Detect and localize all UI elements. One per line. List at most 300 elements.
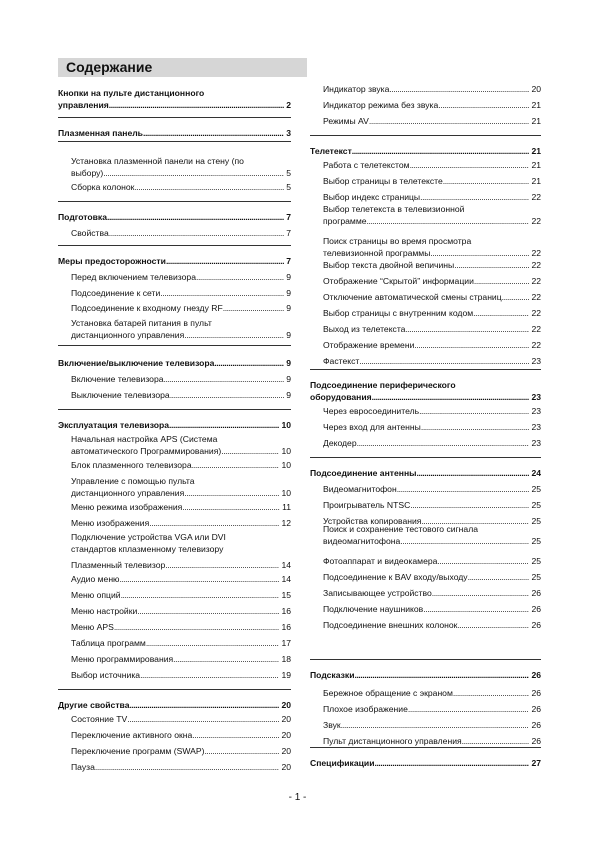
dot-leader: [184, 487, 279, 499]
toc-entry: [58, 227, 291, 239]
toc-entry: [310, 307, 541, 319]
toc-entry: [310, 437, 541, 449]
dot-leader: [432, 587, 530, 599]
toc-entry-label: дистанционного управления: [71, 488, 185, 498]
dot-leader: [420, 191, 529, 203]
toc-entry-label: Плазменная панель: [58, 128, 143, 138]
dot-leader: [173, 653, 279, 665]
dot-leader: [438, 99, 529, 111]
dot-leader: [457, 619, 529, 631]
toc-section: [310, 757, 541, 769]
toc-section: [310, 669, 541, 681]
toc-entry: [310, 619, 541, 631]
toc-entry-label: Включение/выключение телевизора: [58, 358, 215, 368]
dot-leader: [354, 669, 529, 681]
toc-entry-row: [323, 247, 541, 259]
toc-entry-row: [71, 573, 291, 585]
toc-entry-label: выбору): [71, 168, 104, 178]
toc-page-number: 23: [531, 438, 541, 448]
toc-entry: [58, 637, 291, 649]
dot-leader: [221, 445, 279, 457]
toc-page-number: 25: [531, 484, 541, 494]
toc-entry-row: [323, 355, 541, 367]
dot-leader: [453, 687, 530, 699]
toc-entry-row: [71, 389, 291, 401]
section-divider: [58, 345, 291, 346]
dot-leader: [140, 669, 279, 681]
toc-entry-label: Подсоединение к сети: [71, 288, 161, 298]
toc-entry: [310, 191, 541, 203]
toc-entry-row: [71, 181, 291, 193]
toc-page-number: 23: [531, 356, 541, 366]
toc-entry-label: Меню изображения: [71, 518, 150, 528]
toc-entry-label: программе: [323, 216, 367, 226]
dot-leader: [166, 255, 284, 267]
toc-section: [58, 87, 291, 111]
toc-page-number: 10: [281, 446, 291, 456]
dot-leader: [134, 181, 284, 193]
toc-section: [58, 419, 291, 431]
toc-page-number: 25: [531, 536, 541, 546]
toc-entry-row: [323, 619, 541, 631]
toc-page-number: 10: [281, 488, 291, 498]
toc-page-number: 26: [531, 588, 541, 598]
toc-entry: [310, 235, 541, 259]
dot-leader: [374, 757, 529, 769]
toc-entry: [58, 621, 291, 633]
dot-leader: [389, 83, 529, 95]
dot-leader: [400, 535, 529, 547]
section-divider: [310, 659, 541, 660]
toc-entry-label: Отображение “Скрытой” информации: [323, 276, 474, 286]
toc-entry-label: Режимы AV: [323, 116, 369, 126]
toc-page-number: 22: [531, 324, 541, 334]
toc-page-number: 22: [531, 308, 541, 318]
toc-entry: [58, 713, 291, 725]
toc-entry-row: [71, 637, 291, 649]
toc-entry-label: Звук: [323, 720, 341, 730]
toc-page-number: 26: [531, 720, 541, 730]
toc-page-number: 9: [286, 330, 291, 340]
toc-entry-label: Подсоединение к входному гнезду RF: [71, 303, 223, 313]
dot-leader: [149, 517, 279, 529]
dot-leader: [352, 145, 530, 157]
toc-page-number: 12: [281, 518, 291, 528]
toc-entry-row: [71, 745, 291, 757]
dot-leader: [103, 167, 284, 179]
toc-page-number: 9: [286, 272, 291, 282]
dot-leader: [430, 247, 529, 259]
toc-entry: [58, 761, 291, 773]
toc-entry-row: [323, 687, 541, 699]
toc-entry-title-line: Начальная настройка APS (Система: [71, 434, 218, 444]
toc-entry-row: [310, 391, 541, 403]
toc-entry: [310, 175, 541, 187]
toc-entry-row: [71, 227, 291, 239]
toc-page-number: 20: [281, 700, 291, 710]
toc-entry-label: Переключение активного окна: [71, 730, 193, 740]
toc-entry-row: [323, 191, 541, 203]
toc-page-number: 10: [281, 460, 291, 470]
toc-entry: [58, 475, 291, 499]
section-divider: [58, 245, 291, 246]
toc-entry-row: [310, 757, 541, 769]
toc-entry: [310, 571, 541, 583]
toc-entry-label: Включение телевизора: [71, 374, 164, 384]
toc-entry-row: [71, 761, 291, 773]
toc-entry-label: Проигрыватель NTSC: [323, 500, 411, 510]
toc-entry-label: дистанционного управления: [71, 330, 185, 340]
dot-leader: [109, 227, 284, 239]
toc-entry-title-line: Установка батарей питания в пульт: [71, 318, 212, 328]
toc-entry-row: [58, 99, 291, 111]
dot-leader: [182, 501, 280, 513]
toc-entry-row: [323, 159, 541, 171]
dot-leader: [474, 275, 530, 287]
toc-page-number: 7: [286, 212, 291, 222]
toc-section: [58, 211, 291, 223]
toc-entry-label: Отображение времени: [323, 340, 415, 350]
dot-leader: [127, 713, 279, 725]
toc-page-number: 14: [281, 574, 291, 584]
page-title: Содержание: [66, 59, 153, 75]
dot-leader: [462, 735, 530, 747]
toc-section: [310, 379, 541, 403]
dot-leader: [369, 115, 530, 127]
toc-entry-row: [71, 517, 291, 529]
toc-entry-row: [71, 589, 291, 601]
toc-entry-row: [71, 329, 291, 341]
toc-page-number: 22: [531, 216, 541, 226]
toc-entry-label: Выбор текста двойной вепичины: [323, 260, 455, 270]
dot-leader: [417, 467, 530, 479]
toc-entry-row: [71, 445, 291, 457]
toc-entry: [58, 389, 291, 401]
dot-leader: [421, 421, 530, 433]
toc-entry: [58, 433, 291, 457]
toc-entry-label: Меню режима изображения: [71, 502, 183, 512]
toc-page-number: 22: [531, 292, 541, 302]
toc-entry-label: Индикатор звука: [323, 84, 390, 94]
section-divider: [310, 369, 541, 370]
toc-entry-title-line: Поиск страницы во время просмотра: [323, 236, 472, 246]
dot-leader: [357, 437, 530, 449]
toc-entry-row: [71, 302, 291, 314]
toc-entry: [310, 719, 541, 731]
toc-page-number: 21: [531, 116, 541, 126]
dot-leader: [468, 571, 530, 583]
toc-entry-label: автоматического Программирования): [71, 446, 222, 456]
toc-page-number: 22: [531, 192, 541, 202]
toc-entry: [310, 259, 541, 271]
toc-entry-label: Блок плазменного телевизора: [71, 460, 192, 470]
toc-entry-label: Меню опций: [71, 590, 121, 600]
dot-leader: [169, 419, 279, 431]
toc-entry-row: [71, 543, 291, 555]
toc-entry: [58, 517, 291, 529]
toc-entry-label: Декодер: [323, 438, 357, 448]
toc-entry-title-line: Поиск и сохранение тестового сигнала: [323, 524, 479, 534]
toc-entry-label: Подготовка: [58, 212, 107, 222]
toc-page-number: 20: [281, 714, 291, 724]
section-divider: [310, 747, 541, 748]
toc-entry: [58, 573, 291, 585]
toc-entry-label: Аудио меню: [71, 574, 120, 584]
toc-entry-row: [323, 307, 541, 319]
dot-leader: [473, 307, 529, 319]
toc-page-number: 5: [286, 168, 291, 178]
toc-entry-row: [58, 699, 291, 711]
toc-entry-label: Через евросоединитель: [323, 406, 420, 416]
toc-page-number: 23: [531, 406, 541, 416]
dot-leader: [164, 373, 285, 385]
toc-page-number: 23: [531, 422, 541, 432]
toc-entry-row: [71, 621, 291, 633]
toc-entry-row: [310, 467, 541, 479]
toc-entry-label: Эксплуатация телевизора: [58, 420, 170, 430]
toc-entry-row: [323, 535, 541, 547]
toc-entry: [58, 653, 291, 665]
dot-leader: [170, 389, 285, 401]
toc-entry-label: Спецификации: [310, 758, 375, 768]
toc-page-number: 16: [281, 622, 291, 632]
toc-entry: [310, 499, 541, 511]
dot-leader: [414, 339, 529, 351]
dot-leader: [95, 761, 280, 773]
toc-page-number: 9: [286, 358, 291, 368]
toc-entry-label: Подсказки: [310, 670, 355, 680]
dot-leader: [408, 703, 530, 715]
dot-leader: [165, 559, 279, 571]
toc-page-number: 25: [531, 516, 541, 526]
dot-leader: [437, 555, 529, 567]
toc-entry: [310, 523, 541, 547]
toc-entry-row: [323, 571, 541, 583]
toc-entry-row: [71, 167, 291, 179]
toc-entry: [58, 501, 291, 513]
toc-entry-title-line: Подключение устройства VGA или DVI: [71, 532, 226, 542]
toc-entry-title-line: Подсоединение периферического: [310, 380, 456, 390]
dot-leader: [143, 127, 284, 139]
toc-entry: [58, 605, 291, 617]
dot-leader: [109, 99, 284, 111]
toc-section: [310, 145, 541, 157]
section-divider: [58, 409, 291, 410]
toc-entry-title-line: Управление с помощью пульта: [71, 476, 195, 486]
toc-entry-label: Устройства копирования: [323, 516, 422, 526]
toc-page-number: 20: [281, 730, 291, 740]
toc-entry: [58, 589, 291, 601]
toc-entry: [58, 745, 291, 757]
toc-page-number: 26: [531, 670, 541, 680]
toc-entry-label: Работа с телетекстом: [323, 160, 410, 170]
toc-entry-label: Плазменный телевизор: [71, 560, 166, 570]
toc-entry: [310, 203, 541, 227]
toc-entry-label: Меню настройки: [71, 606, 138, 616]
toc-entry: [58, 181, 291, 193]
toc-page-number: 19: [281, 670, 291, 680]
toc-entry-label: Пауза: [71, 762, 95, 772]
toc-entry: [310, 83, 541, 95]
toc-page-number: 25: [531, 572, 541, 582]
toc-entry: [310, 687, 541, 699]
toc-entry: [310, 323, 541, 335]
dot-leader: [204, 745, 279, 757]
toc-entry-row: [323, 99, 541, 111]
toc-entry-row: [58, 419, 291, 431]
toc-entry-row: [71, 669, 291, 681]
toc-section: [58, 357, 291, 369]
toc-entry-label: Плохое изображение: [323, 704, 408, 714]
toc-page-number: 5: [286, 182, 291, 192]
dot-leader: [192, 729, 279, 741]
dot-leader: [192, 459, 280, 471]
toc-entry: [310, 735, 541, 747]
toc-entry: [58, 669, 291, 681]
dot-leader: [121, 589, 280, 601]
toc-entry-label: Выбор страницы с внутренним кодом: [323, 308, 474, 318]
toc-page-number: 15: [281, 590, 291, 600]
toc-page-number: 22: [531, 276, 541, 286]
dot-leader: [137, 605, 279, 617]
toc-entry: [58, 287, 291, 299]
toc-page-number: 2: [286, 100, 291, 110]
toc-entry-row: [310, 669, 541, 681]
dot-leader: [397, 483, 530, 495]
toc-page-number: 20: [281, 762, 291, 772]
toc-page-number: 26: [531, 604, 541, 614]
section-divider: [58, 201, 291, 202]
toc-entry-label: Подсоединение антенны: [310, 468, 417, 478]
dot-leader: [214, 357, 284, 369]
toc-page-number: 22: [531, 260, 541, 270]
toc-entry-label: Подключение наушников: [323, 604, 424, 614]
toc-entry-row: [58, 211, 291, 223]
toc-entry-row: [323, 291, 541, 303]
toc-page-number: 22: [531, 340, 541, 350]
toc-entry: [310, 421, 541, 433]
toc-entry-label: Записывающее устройство: [323, 588, 432, 598]
toc-entry-row: [71, 559, 291, 571]
toc-entry-label: Подсоединение внешних колонок: [323, 620, 458, 630]
toc-section: [58, 699, 291, 711]
toc-entry-title-line: Установка плазменной панели на стену (по: [71, 156, 244, 166]
toc-entry-label: Выбор источника: [71, 670, 141, 680]
toc-entry-row: [58, 255, 291, 267]
toc-page-number: 9: [286, 303, 291, 313]
toc-page-number: 21: [531, 160, 541, 170]
toc-entry: [310, 115, 541, 127]
toc-entry-label: Сборка колонок: [71, 182, 135, 192]
toc-entry-row: [323, 735, 541, 747]
toc-entry-row: [71, 487, 291, 499]
toc-entry-label: Меню APS: [71, 622, 114, 632]
toc-entry: [310, 275, 541, 287]
toc-page-number: 21: [531, 176, 541, 186]
toc-entry-row: [71, 373, 291, 385]
toc-entry-label: Меню программирования: [71, 654, 174, 664]
toc-entry-row: [323, 483, 541, 495]
section-divider: [310, 457, 541, 458]
toc-entry-label: Меры предосторожности: [58, 256, 166, 266]
toc-entry-row: [323, 587, 541, 599]
toc-entry: [310, 703, 541, 715]
toc-entry-row: [323, 603, 541, 615]
page-number: - 1 -: [288, 792, 307, 803]
dot-leader: [423, 603, 529, 615]
dot-leader: [120, 573, 280, 585]
toc-entry-row: [310, 145, 541, 157]
toc-page-number: 16: [281, 606, 291, 616]
toc-entry-label: Телетекст: [310, 146, 352, 156]
toc-entry-row: [71, 501, 291, 513]
dot-leader: [160, 287, 284, 299]
toc-entry: [58, 559, 291, 571]
toc-page-number: 26: [531, 736, 541, 746]
toc-page-number: 18: [281, 654, 291, 664]
toc-entry-row: [58, 127, 291, 139]
toc-page-number: 20: [531, 84, 541, 94]
toc-entry-label: Выход из телетекста: [323, 324, 406, 334]
toc-entry-label: стандартов кплазменному телевизору: [71, 544, 224, 554]
toc-entry: [58, 302, 291, 314]
toc-page-number: 7: [286, 228, 291, 238]
toc-page-number: 20: [281, 746, 291, 756]
toc-entry-label: управления: [58, 100, 109, 110]
toc-entry-label: оборудования: [310, 392, 372, 402]
toc-page-number: 23: [531, 392, 541, 402]
dot-leader: [107, 211, 284, 223]
toc-entry-label: Видеомагнитофон: [323, 484, 397, 494]
toc-entry-row: [71, 271, 291, 283]
toc-page-number: 21: [531, 100, 541, 110]
toc-entry: [58, 459, 291, 471]
dot-leader: [146, 637, 280, 649]
toc-page-number: 26: [531, 704, 541, 714]
dot-leader: [341, 719, 530, 731]
section-divider: [58, 117, 291, 118]
toc-section: [58, 127, 291, 139]
toc-page-number: 27: [531, 758, 541, 768]
toc-entry-label: Другие свойства: [58, 700, 130, 710]
toc-page-number: 7: [286, 256, 291, 266]
toc-entry-row: [323, 437, 541, 449]
section-divider: [310, 135, 541, 136]
toc-entry-label: Переключение программ (SWAP): [71, 746, 205, 756]
dot-leader: [196, 271, 284, 283]
dot-leader: [372, 391, 530, 403]
toc-entry: [310, 603, 541, 615]
toc-entry-row: [58, 357, 291, 369]
toc-page-number: 9: [286, 390, 291, 400]
toc-entry-row: [323, 339, 541, 351]
toc-page-number: 21: [531, 146, 541, 156]
dot-leader: [410, 499, 529, 511]
dot-leader: [223, 302, 285, 314]
toc-entry: [310, 355, 541, 367]
toc-entry: [58, 271, 291, 283]
toc-entry-label: Отключение автоматической смены страниц: [323, 292, 502, 302]
toc-entry-label: Бережное обращение с экраном: [323, 688, 453, 698]
toc-page-number: 24: [531, 468, 541, 478]
toc-section: [58, 255, 291, 267]
toc-entry: [58, 373, 291, 385]
toc-entry-title-line: Выбор телетекста в телевизионной: [323, 204, 465, 214]
toc-entry-row: [323, 115, 541, 127]
toc-entry-row: [71, 713, 291, 725]
toc-entry-row: [71, 459, 291, 471]
toc-entry-row: [71, 605, 291, 617]
